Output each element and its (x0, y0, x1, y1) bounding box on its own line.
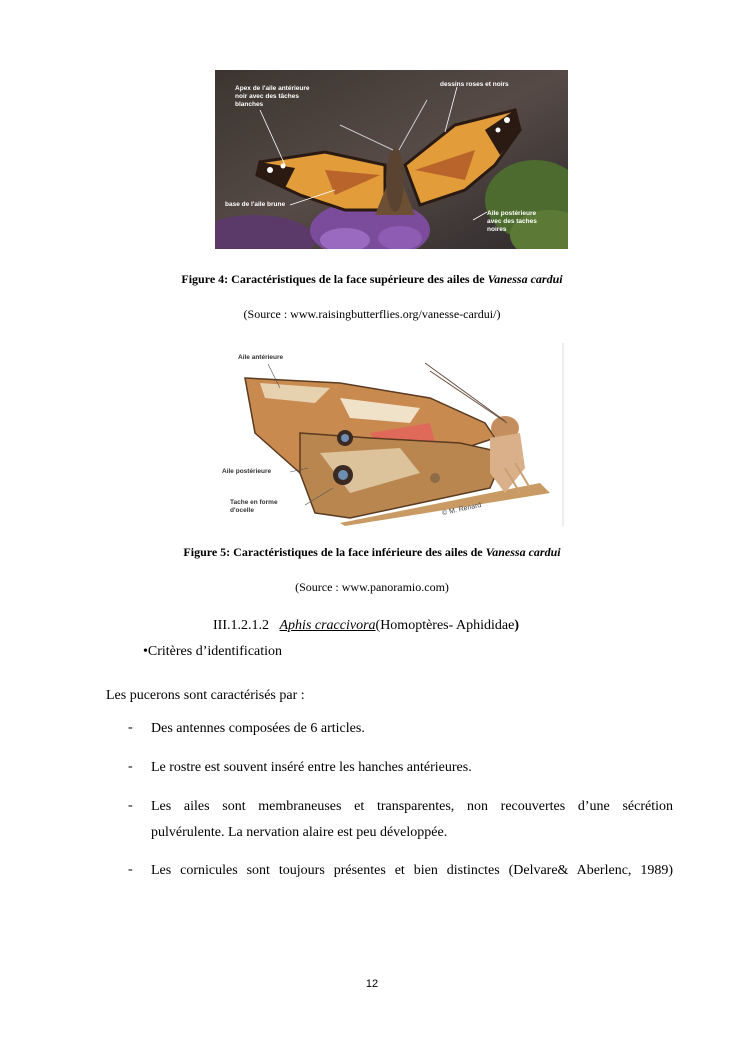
figure-4-source: (Source : www.raisingbutterflies.org/vanesse-cardui/) (243, 307, 501, 321)
label-aile-anterieure: Aile antérieure (238, 354, 284, 361)
dash-icon: - (128, 720, 133, 735)
list-item-continuation: pulvérulente. La nervation alaire est peu développée. (151, 825, 448, 840)
list-item: Des antennes composées de 6 articles. (151, 721, 365, 736)
dash-icon: - (128, 862, 133, 877)
list-item: Les ailes sont membraneuses et transparentes, non recouvertes d’une sécrétion (151, 799, 673, 814)
section-heading: III.1.2.1.2 Aphis craccivora(Homoptères- Aphididae) (213, 618, 519, 633)
figure-4-caption: Figure 4: Caractéristiques de la face supérieure des ailes de Vanessa cardui (181, 272, 563, 286)
list-item: Le rostre est souvent inséré entre les hanches antérieures. (151, 760, 472, 775)
label-base-brune: base de l'aile brune (225, 201, 286, 208)
label-ocelle: Tache en forme d'ocelle (230, 499, 278, 514)
figure-5-photo (220, 343, 564, 526)
page-number: 12 (365, 978, 379, 990)
criteria-heading: •Critères d’identification (143, 644, 283, 659)
intro-paragraph: Les pucerons sont caractérisés par : (106, 688, 305, 703)
list-item: Les cornicules sont toujours présentes et bien distinctes (Delvare& Aberlenc, 1989) (151, 863, 673, 878)
label-roses-noirs: dessins roses et noirs (440, 81, 509, 88)
figure-5-source: (Source : www.panoramio.com) (295, 580, 449, 594)
section-species: Aphis craccivora (279, 618, 376, 633)
figure-5-caption: Figure 5: Caractéristiques de la face inférieure des ailes de Vanessa cardui (183, 545, 561, 559)
section-number: III.1.2.1.2 (213, 618, 269, 633)
copyright-watermark: © M. Renard (441, 501, 482, 518)
dash-icon: - (128, 759, 133, 774)
label-aile-posterieure: Aile postérieure avec des taches noires (487, 210, 537, 233)
bullet-icon: • (143, 644, 148, 659)
figure-4-photo (215, 70, 568, 249)
dash-icon: - (128, 798, 133, 813)
label-aile-posterieure-2: Aile postérieure (222, 468, 272, 475)
label-apex: Apex de l'aile antérieure noir avec des tâches blanches (235, 85, 310, 108)
